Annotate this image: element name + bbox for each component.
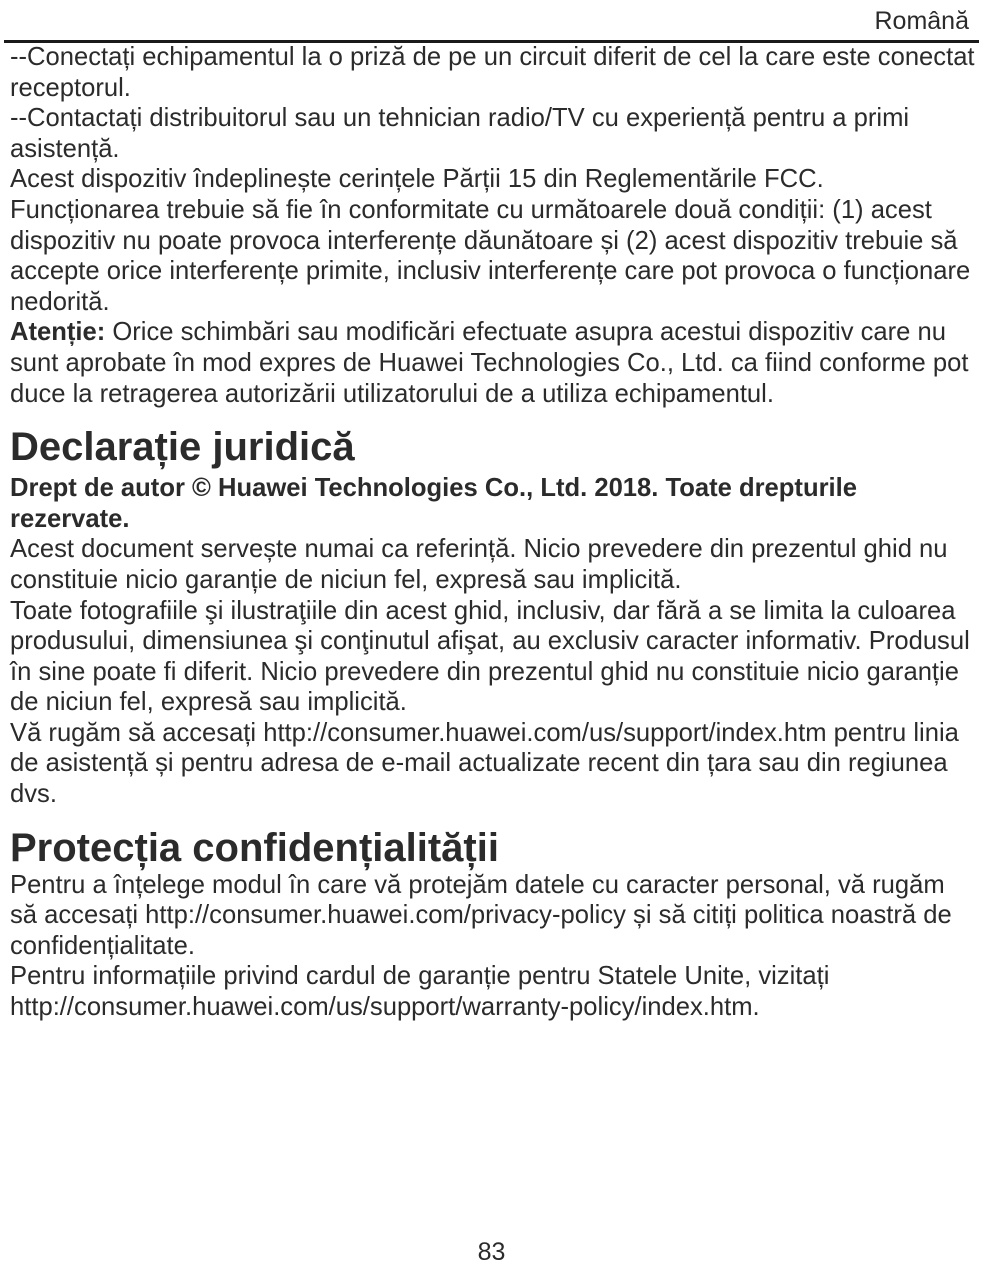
fcc-bullet-outlet: --Conectați echipamentul la o priză de pe un circuit diferit de cel la care este conectat receptorul. bbox=[10, 43, 975, 102]
legal-paragraph-reference: Acest document servește numai ca referință. Nicio prevedere din prezentul ghid nu constituie nicio garanție de niciun fel, expresă sau implicită. bbox=[10, 535, 948, 594]
page-number: 83 bbox=[477, 1238, 506, 1266]
copyright-line: Drept de autor © Huawei Technologies Co., Ltd. 2018. Toate drepturile rezervate. bbox=[10, 474, 857, 533]
fcc-compliance-text: Acest dispozitiv îndeplinește cerințele Părții 15 din Reglementările FCC. Funcționarea trebuie să fie în conformitate cu următoarele două condiții: (1) acest dispozitiv nu poate provoca interferențe dăunătoare și (2) acest dispozitiv trebuie să accepte orice interferențe primite, inclusiv interferențe care pot provoca o funcționare nedorită. bbox=[10, 165, 971, 316]
caution-label: Atenție: bbox=[10, 318, 106, 347]
privacy-heading: Protecția confidențialității bbox=[10, 825, 499, 870]
privacy-paragraph-warranty: Pentru informațiile privind cardul de garanție pentru Statele Unite, vizitați http://consumer.huawei.com/us/support/warranty-policy/index.htm. bbox=[10, 962, 830, 1022]
legal-paragraph-support: Vă rugăm să accesați http://consumer.huawei.com/us/support/index.htm pentru linia de asistență și pentru adresa de e-mail actualizate recent din țara sau din regiunea dvs. bbox=[10, 718, 959, 809]
privacy-paragraph-policy: Pentru a înțelege modul în care vă protejăm datele cu caracter personal, vă rugăm să accesați http://consumer.huawei.com/privacy-policy și să citiți politica noastră de confidențialitate. bbox=[10, 870, 952, 960]
fcc-caution bbox=[10, 317, 978, 409]
caution-text: Orice schimbări sau modificări efectuate asupra acestui dispozitiv care nu sunt aprobate în mod expres de Huawei Technologies Co., Ltd. ca fiind conforme pot duce la retragerea autorizării utilizatorului de a utiliza echipamentul. bbox=[10, 318, 969, 408]
legal-heading: Declarație juridică bbox=[10, 425, 355, 470]
page-content bbox=[10, 42, 978, 1023]
legal-paragraph-illustrations: Toate fotografiile şi ilustraţiile din acest ghid, inclusiv, dar fără a se limita la culoarea produsului, dimensiunea şi conţinutul afişat, au exclusiv caracter informativ. Produsul în sine poate fi diferit. Nicio prevedere din prezentul ghid nu constituie nicio garanție de niciun fel, expresă sau implicită. bbox=[10, 596, 970, 717]
fcc-bullet-dealer: --Contactați distribuitorul sau un tehnician radio/TV cu experiență pentru a primi asistență. bbox=[10, 104, 910, 163]
language-label: Română bbox=[874, 7, 969, 35]
